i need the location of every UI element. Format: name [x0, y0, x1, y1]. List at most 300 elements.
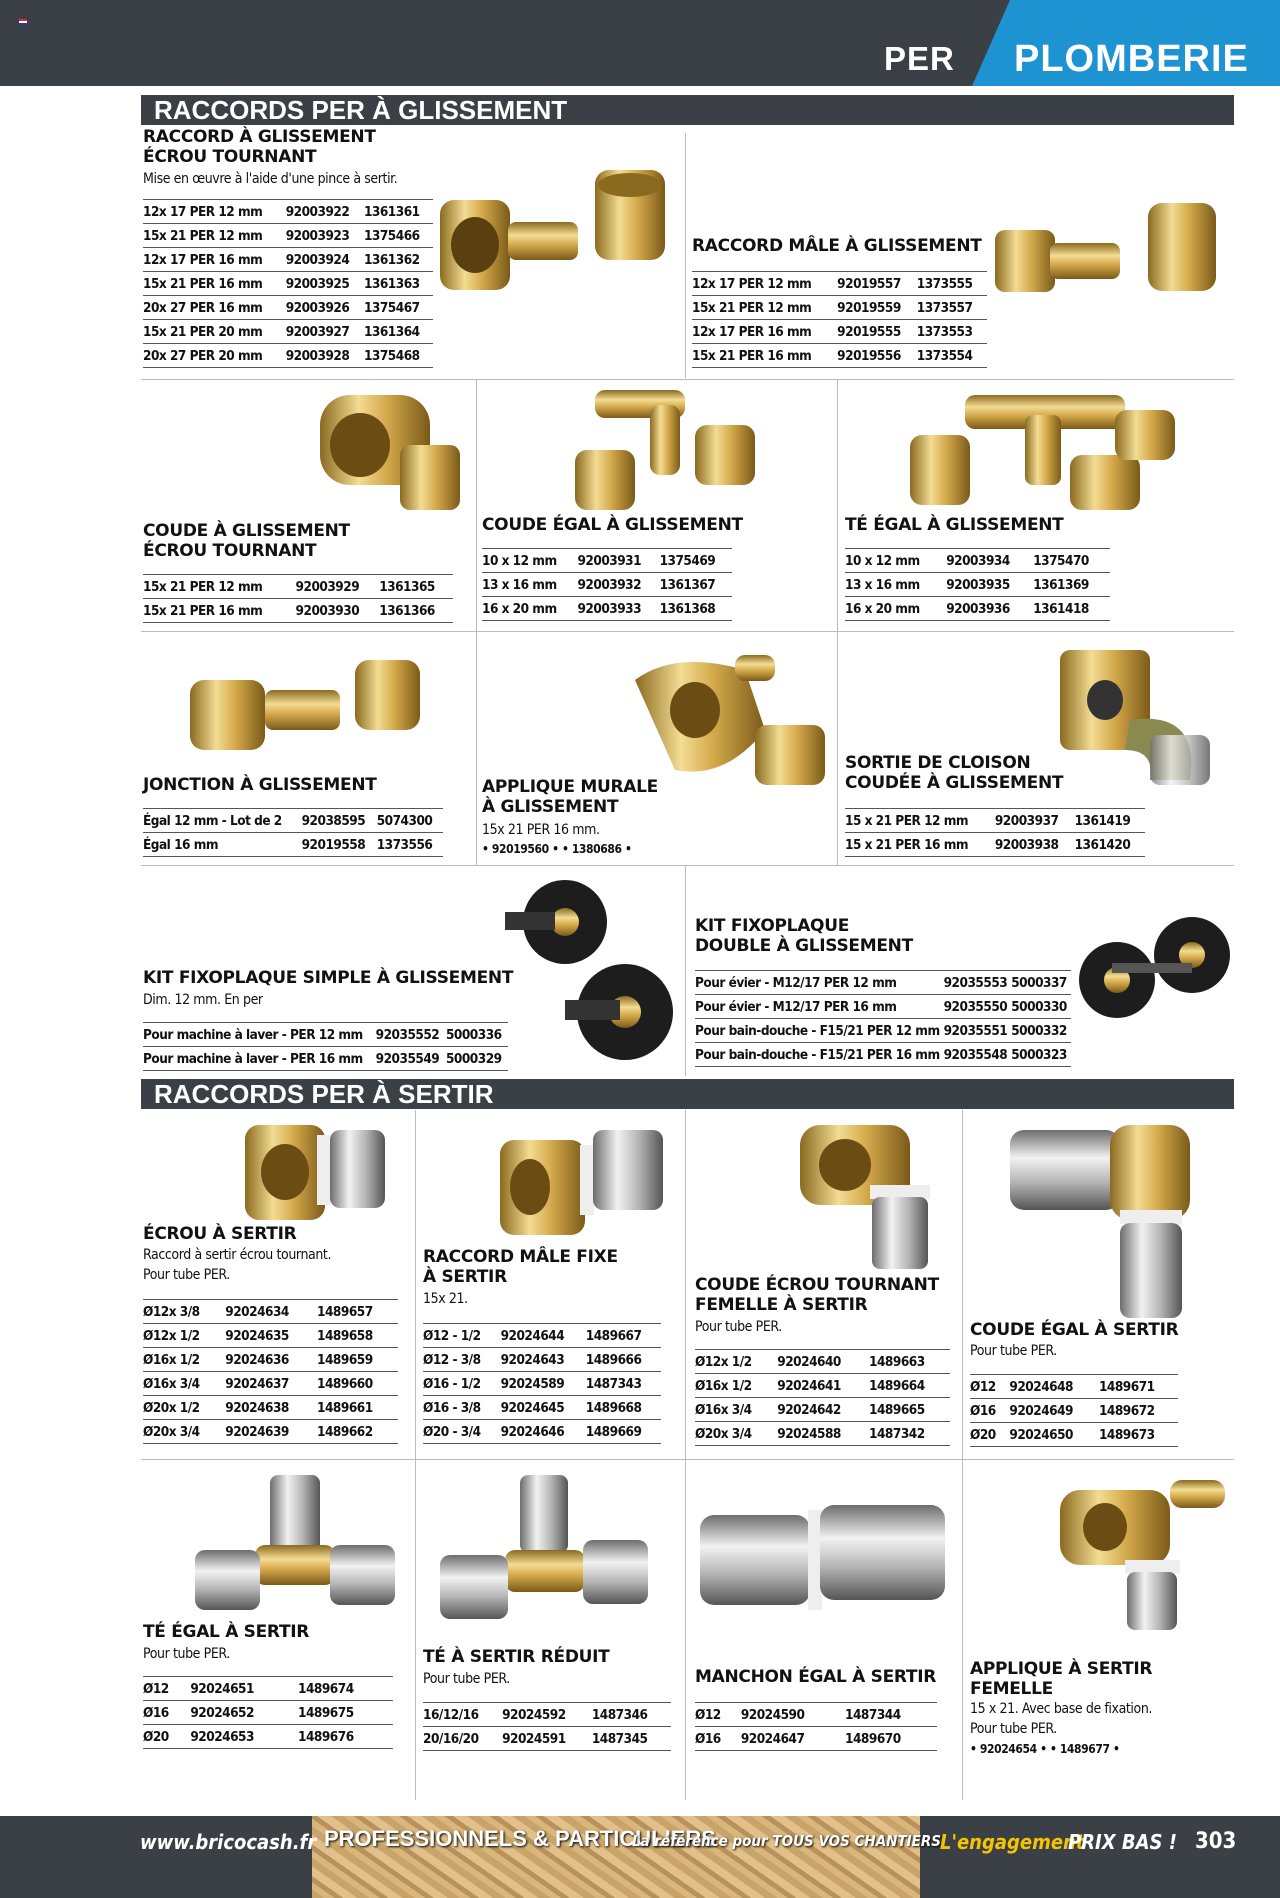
- product-title: JONCTION À GLISSEMENT: [143, 775, 377, 795]
- size-cell: Pour évier - M12/17 PER 12 mm: [695, 974, 897, 991]
- code-cell: 92019559: [837, 299, 901, 316]
- code-cell: 92003937: [994, 812, 1059, 829]
- reference-table: [423, 1323, 661, 1444]
- size-cell: 16/12/16: [423, 1706, 479, 1723]
- code-cell: 92024651: [190, 1680, 254, 1697]
- product-description: Mise en œuvre à l'aide d'une pince à sertir.: [143, 171, 398, 187]
- code-cell: 92003924: [285, 251, 350, 268]
- product-description: Pour tube PER.: [143, 1646, 230, 1662]
- code-cell: 92024647: [740, 1730, 805, 1747]
- reference-table: [695, 1349, 950, 1446]
- product-title: SORTIE DE CLOISON: [845, 753, 1031, 773]
- size-cell: Ø16: [143, 1704, 169, 1721]
- table-row: [695, 995, 1071, 1019]
- reference-cell: 1361365: [379, 578, 435, 595]
- product-description: 15 x 21. Avec base de fixation.: [970, 1701, 1153, 1717]
- table-row: [970, 1399, 1178, 1423]
- bulkhead-elbow-image: [1050, 640, 1240, 790]
- reference-cell: 1361419: [1074, 812, 1131, 829]
- product-description: Pour tube PER.: [143, 1267, 230, 1283]
- reference-cell: 1373555: [916, 275, 973, 292]
- size-cell: 15x 21 PER 16 mm: [692, 347, 812, 364]
- reference-cell: 5000332: [1011, 1022, 1067, 1039]
- table-row: [143, 1420, 398, 1444]
- size-cell: Ø16x 1/2: [143, 1351, 200, 1368]
- reference-table: [695, 1702, 937, 1751]
- size-cell: Ø12x 1/2: [695, 1353, 752, 1370]
- reference-table: [695, 970, 1071, 1067]
- brass-coupling-image: [185, 650, 435, 760]
- code-cell: 92024650: [1009, 1426, 1073, 1443]
- page-number: 303: [1195, 1829, 1237, 1854]
- footer-tagline: La référence pour TOUS VOS CHANTIERS: [632, 1832, 942, 1850]
- product-description: 15x 21 PER 16 mm.: [482, 822, 600, 838]
- code-cell: 92003929: [295, 578, 360, 595]
- product-description: Pour tube PER.: [695, 1319, 782, 1335]
- reference-cell: 1489671: [1098, 1378, 1155, 1395]
- press-nut-fitting-image: [235, 1115, 395, 1225]
- reference-cell: 5000323: [1011, 1046, 1067, 1063]
- product-description: Dim. 12 mm. En per: [143, 992, 263, 1008]
- product-title: ÉCROU À SERTIR: [143, 1224, 297, 1244]
- reference-cell: 1489669: [585, 1423, 642, 1440]
- table-row: [695, 1422, 950, 1446]
- table-row: [845, 597, 1110, 621]
- press-reducing-tee-image: [435, 1470, 655, 1645]
- table-row: [143, 224, 433, 248]
- size-cell: Ø16x 3/4: [143, 1375, 200, 1392]
- reference-cell: 1489660: [317, 1375, 373, 1392]
- product-description: Raccord à sertir écrou tournant.: [143, 1247, 332, 1263]
- table-row: [692, 344, 987, 368]
- table-row: [143, 1324, 398, 1348]
- table-row: [143, 296, 433, 320]
- table-row: [143, 200, 433, 224]
- size-cell: 12x 17 PER 16 mm: [143, 251, 263, 268]
- size-cell: Ø12: [970, 1378, 996, 1395]
- code-cell: 92024639: [225, 1423, 289, 1440]
- code-cell: 92003927: [285, 323, 350, 340]
- code-cell: 92003938: [994, 836, 1059, 853]
- code-cell: 92024592: [502, 1706, 566, 1723]
- product-title: KIT FIXOPLAQUE SIMPLE À GLISSEMENT: [143, 968, 514, 988]
- reference-cell: 1375466: [363, 227, 420, 244]
- reference-cell: 1373554: [916, 347, 973, 364]
- product-title: RACCORD MÂLE FIXE: [423, 1247, 618, 1267]
- size-cell: Pour bain-douche - F15/21 PER 16 mm: [695, 1046, 940, 1063]
- reference-cell: 1375469: [659, 552, 716, 569]
- reference-cell: 1489662: [317, 1423, 373, 1440]
- reference-cell: 5000330: [1011, 998, 1067, 1015]
- size-cell: Ø16: [970, 1402, 996, 1419]
- brass-equal-tee-image: [905, 385, 1185, 515]
- reference-cell: 1361362: [363, 251, 420, 268]
- size-cell: 10 x 12 mm: [482, 552, 557, 569]
- table-row: [143, 1300, 398, 1324]
- size-cell: Ø16 - 1/2: [423, 1375, 481, 1392]
- code-cell: 92003931: [577, 552, 642, 569]
- reference-cell: 1487345: [591, 1730, 648, 1747]
- reference-cell: 1373553: [916, 323, 973, 340]
- size-cell: 15x 21 PER 16 mm: [143, 275, 263, 292]
- code-cell: 92003926: [285, 299, 350, 316]
- press-male-fitting-image: [495, 1120, 670, 1240]
- table-row: [482, 549, 732, 573]
- product-title: COUDÉE À GLISSEMENT: [845, 773, 1064, 793]
- reference-cell: 1489668: [585, 1399, 642, 1416]
- table-row: [695, 1374, 950, 1398]
- divider: [141, 865, 1234, 866]
- product-title: DOUBLE À GLISSEMENT: [695, 936, 913, 956]
- table-row: [423, 1727, 671, 1751]
- size-cell: 15x 21 PER 12 mm: [143, 578, 263, 595]
- reference-cell: 1361366: [379, 602, 435, 619]
- reference-cell: 1487342: [869, 1425, 925, 1442]
- size-cell: 15x 21 PER 16 mm: [143, 602, 263, 619]
- size-cell: Ø12 - 1/2: [423, 1327, 481, 1344]
- code-cell: 92024643: [500, 1351, 565, 1368]
- reference-cell: 1489657: [317, 1303, 373, 1320]
- code-cell: 92024637: [225, 1375, 289, 1392]
- table-row: [692, 272, 987, 296]
- size-cell: 20/16/20: [423, 1730, 479, 1747]
- divider: [415, 1110, 416, 1800]
- reference-cell: 1373556: [376, 836, 433, 853]
- product-title: FEMELLE À SERTIR: [695, 1295, 868, 1315]
- table-row: [423, 1348, 661, 1372]
- product-reference: • 92024654 • • 1489677 •: [970, 1742, 1120, 1756]
- size-cell: Ø12x 1/2: [143, 1327, 200, 1344]
- product-description: Pour tube PER.: [970, 1343, 1057, 1359]
- product-reference: • 92019560 • • 1380686 •: [482, 842, 632, 856]
- reference-cell: 1489663: [869, 1353, 925, 1370]
- size-cell: Pour machine à laver - PER 16 mm: [143, 1050, 363, 1067]
- table-row: [143, 248, 433, 272]
- product-title: RACCORD MÂLE À GLISSEMENT: [692, 236, 982, 256]
- brass-wall-plate-image: [615, 640, 835, 790]
- size-cell: 20x 27 PER 16 mm: [143, 299, 263, 316]
- table-row: [143, 1372, 398, 1396]
- table-row: [143, 1677, 393, 1701]
- code-cell: 92003928: [285, 347, 350, 364]
- table-row: [143, 833, 443, 857]
- table-row: [482, 597, 732, 621]
- code-cell: 92024652: [190, 1704, 254, 1721]
- table-row: [143, 272, 433, 296]
- size-cell: Ø20x 1/2: [143, 1399, 200, 1416]
- size-cell: 15 x 21 PER 16 mm: [845, 836, 969, 853]
- size-cell: Ø20: [970, 1426, 996, 1443]
- code-cell: 92024640: [777, 1353, 841, 1370]
- product-description: 15x 21.: [423, 1291, 468, 1307]
- size-cell: Pour bain-douche - F15/21 PER 12 mm: [695, 1022, 940, 1039]
- table-row: [695, 971, 1071, 995]
- reference-table: [692, 271, 987, 368]
- table-row: [143, 599, 453, 623]
- reference-table: [845, 548, 1110, 621]
- size-cell: Ø12: [143, 1680, 169, 1697]
- code-cell: 92003933: [577, 600, 642, 617]
- table-row: [845, 573, 1110, 597]
- reference-cell: 1361367: [659, 576, 716, 593]
- code-cell: 92019557: [837, 275, 901, 292]
- reference-cell: 1487343: [585, 1375, 642, 1392]
- size-cell: Ø20 - 3/4: [423, 1423, 481, 1440]
- size-cell: 20x 27 PER 20 mm: [143, 347, 263, 364]
- reference-cell: 1361418: [1033, 600, 1089, 617]
- reference-cell: 1489674: [298, 1680, 354, 1697]
- size-cell: Ø20x 3/4: [695, 1425, 752, 1442]
- reference-cell: 1489670: [845, 1730, 901, 1747]
- code-cell: 92003935: [946, 576, 1010, 593]
- size-cell: Ø16x 1/2: [695, 1377, 752, 1394]
- flag-icon: [19, 19, 27, 25]
- product-title: COUDE ÉCROU TOURNANT: [695, 1275, 939, 1295]
- divider: [837, 380, 838, 865]
- code-cell: 92035553: [943, 974, 1008, 991]
- reference-cell: 1487346: [591, 1706, 648, 1723]
- product-title: MANCHON ÉGAL À SERTIR: [695, 1667, 937, 1687]
- size-cell: 12x 17 PER 16 mm: [692, 323, 812, 340]
- table-row: [970, 1423, 1178, 1447]
- reference-cell: 1489658: [317, 1327, 373, 1344]
- table-row: [143, 1725, 393, 1749]
- reference-cell: 5000329: [445, 1050, 502, 1067]
- table-row: [143, 344, 433, 368]
- code-cell: 92024588: [777, 1425, 841, 1442]
- code-cell: 92035551: [943, 1022, 1008, 1039]
- table-row: [143, 1396, 398, 1420]
- code-cell: 92035548: [943, 1046, 1008, 1063]
- divider: [141, 631, 1234, 632]
- reference-cell: 1489664: [869, 1377, 925, 1394]
- reference-cell: 1489667: [585, 1327, 642, 1344]
- table-row: [143, 1348, 398, 1372]
- reference-cell: 1375467: [363, 299, 420, 316]
- reference-table: [423, 1702, 671, 1751]
- code-cell: 92024589: [500, 1375, 565, 1392]
- table-row: [845, 809, 1145, 833]
- reference-cell: 1375468: [363, 347, 420, 364]
- reference-cell: 1489673: [1098, 1426, 1155, 1443]
- table-row: [692, 296, 987, 320]
- size-cell: Ø20x 3/4: [143, 1423, 200, 1440]
- reference-cell: 1489676: [298, 1728, 354, 1745]
- reference-cell: 5000336: [445, 1026, 502, 1043]
- product-title: COUDE À GLISSEMENT: [143, 521, 350, 541]
- code-cell: 92038595: [301, 812, 366, 829]
- code-cell: 92024638: [225, 1399, 289, 1416]
- reference-cell: 1489665: [869, 1401, 925, 1418]
- press-equal-elbow-image: [1000, 1115, 1225, 1325]
- size-cell: 10 x 12 mm: [845, 552, 920, 569]
- code-cell: 92019555: [837, 323, 901, 340]
- table-row: [482, 573, 732, 597]
- reference-table: [143, 1676, 393, 1749]
- reference-table: [970, 1374, 1178, 1447]
- reference-cell: 5000337: [1011, 974, 1067, 991]
- divider: [685, 866, 686, 1076]
- reference-table: [143, 1022, 508, 1071]
- code-cell: 92024646: [500, 1423, 565, 1440]
- product-title: FEMELLE: [970, 1679, 1053, 1699]
- table-row: [845, 549, 1110, 573]
- press-elbow-nut-image: [790, 1115, 950, 1275]
- code-cell: 92024648: [1009, 1378, 1073, 1395]
- product-title: TÉ ÉGAL À SERTIR: [143, 1622, 310, 1642]
- table-row: [695, 1727, 937, 1751]
- fixoplaque-double-kit-image: [1072, 905, 1237, 1035]
- table-row: [695, 1043, 1071, 1067]
- code-cell: 92035552: [375, 1026, 440, 1043]
- reference-table: [143, 199, 433, 368]
- brass-elbow-image: [300, 385, 470, 515]
- reference-cell: 1489666: [585, 1351, 642, 1368]
- product-title: TÉ À SERTIR RÉDUIT: [423, 1647, 610, 1667]
- code-cell: 92003934: [946, 552, 1010, 569]
- size-cell: 13 x 16 mm: [482, 576, 557, 593]
- section-heading-sertir: RACCORDS PER À SERTIR: [141, 1079, 1234, 1109]
- product-title: RACCORD À GLISSEMENT: [143, 127, 376, 147]
- code-cell: 92035549: [375, 1050, 440, 1067]
- table-row: [423, 1372, 661, 1396]
- press-equal-tee-image: [190, 1470, 405, 1630]
- code-cell: 92024641: [777, 1377, 841, 1394]
- section-title: PLOMBERIE: [1014, 38, 1249, 80]
- table-row: [845, 833, 1145, 857]
- footer-prix-bas: PRIX BAS !: [1068, 1830, 1177, 1854]
- table-row: [143, 320, 433, 344]
- table-row: [695, 1350, 950, 1374]
- code-cell: 92024644: [500, 1327, 565, 1344]
- divider: [476, 380, 477, 865]
- size-cell: Ø12x 3/8: [143, 1303, 200, 1320]
- code-cell: 92003923: [285, 227, 350, 244]
- table-row: [423, 1420, 661, 1444]
- size-cell: 13 x 16 mm: [845, 576, 920, 593]
- reference-cell: 1489672: [1098, 1402, 1155, 1419]
- reference-table: [845, 808, 1145, 857]
- brass-equal-elbow-image: [565, 385, 765, 515]
- product-title: ÉCROU TOURNANT: [143, 147, 317, 167]
- size-cell: 15 x 21 PER 12 mm: [845, 812, 969, 829]
- fixoplaque-kit-image: [495, 872, 685, 1072]
- reference-table: [143, 574, 453, 623]
- reference-cell: 1361361: [363, 203, 420, 220]
- reference-table: [143, 808, 443, 857]
- code-cell: 92003925: [285, 275, 350, 292]
- code-cell: 92024590: [740, 1706, 805, 1723]
- table-row: [143, 1701, 393, 1725]
- code-cell: 92024591: [502, 1730, 566, 1747]
- reference-cell: 1361369: [1033, 576, 1089, 593]
- table-row: [695, 1398, 950, 1422]
- size-cell: Ø16 - 3/8: [423, 1399, 481, 1416]
- product-title: KIT FIXOPLAQUE: [695, 916, 850, 936]
- footer-engagement: L'engagement: [940, 1830, 1085, 1854]
- size-cell: Ø16x 3/4: [695, 1401, 752, 1418]
- divider: [685, 133, 686, 378]
- code-cell: 92019556: [837, 347, 901, 364]
- table-row: [695, 1019, 1071, 1043]
- footer-slogan: PROFESSIONNELS & PARTICULIERS: [324, 1826, 716, 1851]
- size-cell: 16 x 20 mm: [482, 600, 557, 617]
- product-title: COUDE ÉGAL À SERTIR: [970, 1320, 1179, 1340]
- press-coupling-image: [695, 1500, 955, 1620]
- size-cell: 15x 21 PER 12 mm: [143, 227, 263, 244]
- section-heading-glissement: RACCORDS PER À GLISSEMENT: [141, 95, 1234, 125]
- reference-cell: 1487344: [845, 1706, 901, 1723]
- product-title: ÉCROU TOURNANT: [143, 541, 317, 561]
- brass-male-fitting-image: [990, 195, 1230, 305]
- reference-cell: 1361364: [363, 323, 420, 340]
- code-cell: 92019558: [301, 836, 366, 853]
- category-label: PER: [884, 40, 955, 77]
- code-cell: 92024636: [225, 1351, 289, 1368]
- size-cell: Ø16: [695, 1730, 721, 1747]
- size-cell: Pour machine à laver - PER 12 mm: [143, 1026, 363, 1043]
- table-row: [423, 1324, 661, 1348]
- size-cell: Pour évier - M12/17 PER 16 mm: [695, 998, 897, 1015]
- reference-cell: 1361368: [659, 600, 716, 617]
- table-row: [970, 1375, 1178, 1399]
- size-cell: Ø20: [143, 1728, 169, 1745]
- reference-cell: 1489675: [298, 1704, 354, 1721]
- code-cell: 92003936: [946, 600, 1010, 617]
- divider: [962, 1110, 963, 1800]
- table-row: [143, 575, 453, 599]
- code-cell: 92024645: [500, 1399, 565, 1416]
- product-title: COUDE ÉGAL À GLISSEMENT: [482, 515, 743, 535]
- size-cell: Égal 16 mm: [143, 836, 219, 853]
- reference-cell: 1489659: [317, 1351, 373, 1368]
- reference-cell: 5074300: [376, 812, 433, 829]
- reference-table: [482, 548, 732, 621]
- brass-nut-fitting-image: [430, 160, 670, 310]
- reference-table: [143, 1299, 398, 1444]
- reference-cell: 1489661: [317, 1399, 373, 1416]
- size-cell: Égal 12 mm - Lot de 2: [143, 812, 282, 829]
- reference-cell: 1361420: [1074, 836, 1131, 853]
- size-cell: 15x 21 PER 20 mm: [143, 323, 263, 340]
- code-cell: 92003930: [295, 602, 360, 619]
- code-cell: 92024635: [225, 1327, 289, 1344]
- product-title: À GLISSEMENT: [482, 797, 619, 817]
- product-description: Pour tube PER.: [970, 1721, 1057, 1737]
- product-title: APPLIQUE À SERTIR: [970, 1659, 1153, 1679]
- divider: [141, 379, 1234, 380]
- size-cell: Ø12 - 3/8: [423, 1351, 481, 1368]
- divider: [685, 1110, 686, 1800]
- size-cell: Ø12: [695, 1706, 721, 1723]
- code-cell: 92003922: [285, 203, 350, 220]
- table-row: [423, 1703, 671, 1727]
- product-title: À SERTIR: [423, 1267, 507, 1287]
- product-title: TÉ ÉGAL À GLISSEMENT: [845, 515, 1064, 535]
- table-row: [143, 1023, 508, 1047]
- code-cell: 92024634: [225, 1303, 289, 1320]
- table-row: [423, 1396, 661, 1420]
- reference-cell: 1373557: [916, 299, 973, 316]
- website-link[interactable]: www.bricocash.fr: [140, 1830, 317, 1854]
- code-cell: 92024653: [190, 1728, 254, 1745]
- table-row: [695, 1703, 937, 1727]
- table-row: [692, 320, 987, 344]
- reference-cell: 1375470: [1033, 552, 1089, 569]
- code-cell: 92024642: [777, 1401, 841, 1418]
- size-cell: 12x 17 PER 12 mm: [143, 203, 263, 220]
- size-cell: 16 x 20 mm: [845, 600, 920, 617]
